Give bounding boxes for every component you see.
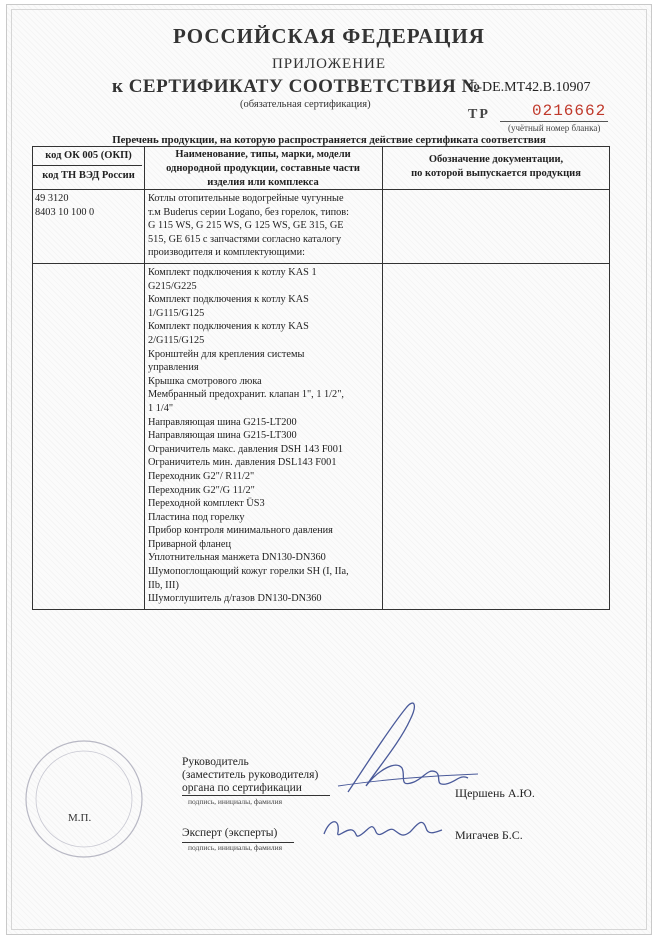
col-tnved-header: код ТН ВЭД России: [42, 170, 135, 181]
tnved-code: 8403 10 100 0: [35, 206, 95, 218]
description-line: Котлы отопительные водогрейные чугунные: [148, 193, 344, 204]
col-okp-header: код ОК 005 (ОКП): [45, 150, 132, 161]
product-description: [148, 192, 349, 260]
head-signature-line: [182, 795, 330, 796]
expert-sub-caption: подпись, инициалы, фамилия: [188, 843, 283, 852]
list-item: Прибор контроля минимального давления: [148, 525, 333, 537]
signature-stroke: [348, 703, 468, 792]
expert-label: Эксперт (эксперты): [182, 827, 278, 839]
list-item: IIb, III): [148, 579, 179, 591]
head-label-line: органа по сертификации: [182, 782, 302, 794]
list-item: Приварной фланец: [148, 538, 231, 550]
list-item: G215/G225: [148, 280, 197, 292]
products-table: [32, 146, 610, 610]
stamp-inner-ring: [36, 751, 132, 847]
col-docs-header-line: Обозначение документации,: [428, 154, 564, 165]
expert-name: Мигачев Б.С.: [455, 828, 523, 842]
serial-caption: (учётный номер бланка): [508, 123, 601, 133]
list-item: Шумопоглощающий кожуг горелки SH (I, IIa,: [148, 566, 349, 578]
list-item: Крышка смотрового люка: [148, 375, 262, 387]
row-divider: [33, 263, 609, 264]
certificate-title: к СЕРТИФИКАТУ СООТВЕТСТВИЯ №: [112, 76, 482, 97]
list-item: Комплект подключения к котлу KAS 1: [148, 267, 317, 278]
stamp-label: М.П.: [68, 812, 92, 824]
list-item: управления: [148, 362, 199, 374]
list-item: Мембранный предохранит. клапан 1", 1 1/2",: [148, 389, 344, 401]
expert-signature: [318, 808, 448, 848]
description-line: т.м Buderus серии Logano, без горелок, типов:: [148, 206, 350, 218]
list-item: Направляющая шина G215-LT300: [148, 430, 297, 442]
table-caption: Перечень продукции, на которую распространяется действие сертификата соответствия: [112, 134, 546, 146]
head-label-line: (заместитель руководителя): [182, 769, 319, 781]
head-name: Щершень А.Ю.: [455, 786, 535, 800]
list-item: Переходник G2"/ R11/2": [148, 470, 255, 482]
column-divider: [144, 147, 145, 609]
blank-serial-number: 0216662: [532, 102, 607, 120]
list-item: 1 1/4": [148, 402, 174, 414]
appendix-title: ПРИЛОЖЕНИЕ: [271, 56, 387, 72]
col-docs-header: [382, 153, 610, 181]
list-item: 2/G115/G125: [148, 334, 205, 346]
head-sub-caption: подпись, инициалы, фамилия: [188, 797, 283, 806]
list-item: Комплект подключения к котлу KAS: [148, 321, 309, 333]
certificate-number: С-DE.МТ42.В.10907: [468, 80, 591, 95]
country-title: РОССИЙСКАЯ ФЕДЕРАЦИЯ: [173, 24, 485, 48]
col-name-header-line: однородной продукции, составные части: [166, 163, 360, 174]
head-label-line: Руководитель: [182, 756, 249, 768]
col-name-header-line: Наименование, типы, марки, модели: [175, 149, 351, 160]
list-item: Ограничитель мин. давления DSL143 F001: [148, 457, 337, 469]
column-divider: [382, 147, 383, 609]
list-item: Направляющая шина G215-LT200: [148, 416, 297, 428]
list-item: 1/G115/G125: [148, 307, 205, 319]
tp-label: ТР: [468, 107, 490, 122]
description-line: G 115 WS, G 215 WS, G 125 WS, GE 315, GE: [148, 220, 344, 232]
list-item: Переходной комплект ÜS3: [148, 498, 265, 510]
okp-code: 49 3120: [35, 193, 69, 204]
list-item: Кронштейн для крепления системы: [148, 348, 305, 360]
col-docs-header-line: по которой выпускается продукция: [411, 168, 581, 179]
list-item: Комплект подключения к котлу KAS: [148, 294, 309, 306]
list-item: Ограничитель макс. давления DSH 143 F001: [148, 443, 343, 455]
signature-stroke: [324, 822, 442, 836]
list-item: Шумоглушитель д/газов DN130-DN360: [148, 593, 322, 605]
list-item: Уплотнительная манжета DN130-DN360: [148, 552, 326, 564]
description-line: производителя и комплектующими:: [148, 247, 305, 259]
components-list: [148, 266, 349, 606]
col-name-header-line: изделия или комплекса: [207, 177, 319, 188]
product-codes: [35, 192, 94, 219]
description-line: 515, GE 615 с запчастями согласно каталогу: [148, 233, 342, 245]
header-subdivider: [33, 165, 142, 166]
obligation-note: (обязательная сертификация): [240, 99, 371, 110]
list-item: Переходник G2"/G 11/2": [148, 484, 255, 496]
official-stamp: [22, 737, 146, 861]
stamp-outer-ring: [26, 741, 142, 857]
list-item: Пластина под горелку: [148, 511, 245, 523]
col-name-header: [144, 148, 382, 190]
serial-underline: [500, 121, 608, 122]
head-label: [182, 756, 318, 795]
